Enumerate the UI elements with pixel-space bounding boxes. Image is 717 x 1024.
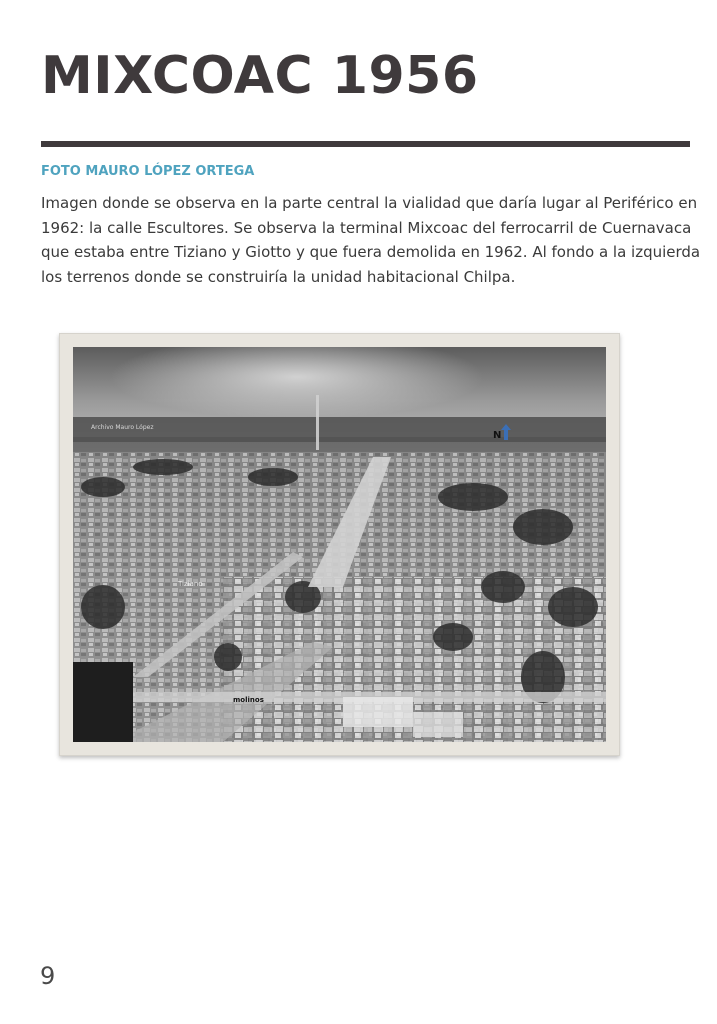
north-label: N [493, 430, 502, 441]
aerial-photo [73, 347, 606, 742]
photo-frame [59, 333, 620, 756]
north-arrow-icon [501, 424, 511, 440]
title-divider [41, 141, 690, 147]
photo-credit: FOTO MAURO LÓPEZ ORTEGA [41, 164, 255, 179]
aerial-photo-image [73, 347, 606, 742]
page-number: 9 [40, 962, 56, 990]
article-body: Imagen donde se observa en la parte central la vialidad que daría lugar al Periférico en 1962: la calle Escultores. Se observa la terminal Mixcoac del ferrocarril de Cuernavaca que estaba entre Tiziano y Giotto y que fuera demolida en 1962. Al fondo a la izquierda los terrenos donde se construiría la unidad habitacional Chilpa. [41, 194, 701, 286]
street-label-tiziano: Tiziano [178, 580, 203, 588]
page-title: MIXCOAC 1956 [41, 46, 479, 106]
archive-watermark: Archivo Mauro López [91, 424, 154, 431]
street-label-molinos: molinos [233, 696, 264, 704]
